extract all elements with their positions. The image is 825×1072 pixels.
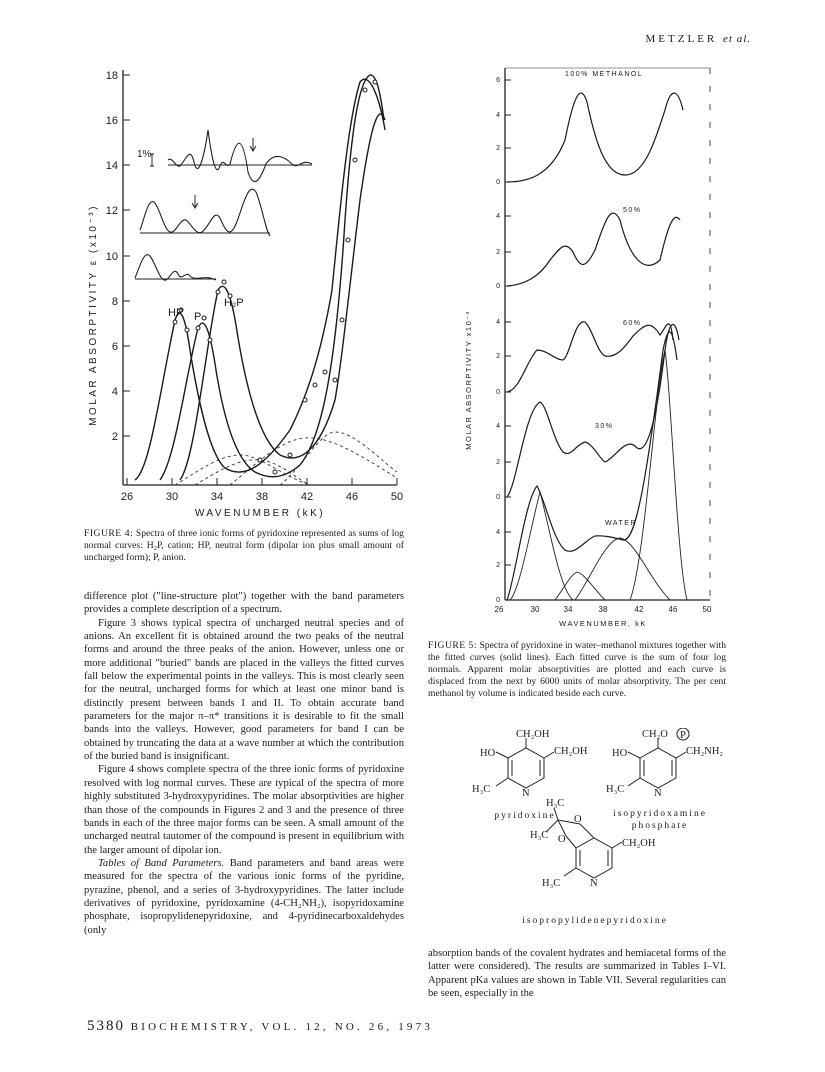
label-isopropylidenepyridoxine: isopropylidenepyridoxine [522,916,668,926]
f4-label-hp: HP [168,307,184,319]
f4-xtick: 30 [165,491,179,503]
body-right-column [428,947,726,1000]
atom-label: CH₂OH [516,729,550,740]
atom-label: N [522,788,530,799]
f4-ylabel: MOLAR ABSORPTIVITY ε (x10⁻³) [88,204,99,426]
f5-xtick: 30 [530,605,540,614]
paragraph: Tables of Band Parameters. Band parameters and band areas were measured for the spectra of the various ionic forms of the pyridine, pyrazine, phenol, and a series of 3-hydroxypyridines. The latter include derivatives of pyridoxine, pyridoxamine (4-CH₂NH₂), isopyridoxamine phosphate, isopropylidenepyridoxine, and 4-pyridinecarboxaldehydes (only [84,857,404,936]
f5-ytick: 2 [496,562,500,569]
f5-label-30: 30% [595,423,614,430]
atom-label: CH₂NH₂ [686,746,724,757]
body-left-column [84,590,404,937]
atom-label: HO [612,748,628,759]
f4-caption-text: Spectra of three ionic forms of pyridoxine represented as sums of log normal curves: H₂P, cation; HP, neutral form (dipolar ion plus small amount of uncharged form); P, anion. [84,528,404,563]
header-etal: et al. [723,33,751,45]
f5-ytick: 4 [496,112,500,119]
f5-ytick: 4 [496,529,500,536]
f5-ylabel: MOLAR ABSORPTIVITY x10⁻³ [464,310,473,450]
running-header [646,33,751,45]
f5-xtick: 38 [598,605,608,614]
f4-spectra [135,75,385,480]
f5-ytick: 2 [496,249,500,256]
f4-xlabel: WAVENUMBER (kK) [194,508,326,519]
f5-ytick: 0 [496,179,500,186]
f5-ytick: 2 [496,353,500,360]
atom-label: N [654,788,662,799]
f4-xtick: 26 [120,491,134,503]
atom-label: H₃C [530,830,549,841]
f5-label-water: WATER [605,520,637,527]
f4-xtick: 34 [210,491,224,503]
f5-ytick: 4 [496,213,500,220]
f4-xtick: 50 [390,491,404,503]
f4-label-p: P [194,311,202,323]
atom-label: H₃C [546,798,565,809]
figure-5-chart [455,60,725,650]
f5-label-100-methanol: 100% METHANOL [565,71,644,78]
paragraph: absorption bands of the covalent hydrates and hemiacetal forms of the latter were considered). The results are summarized in Tables I–VI. Apparent pKa values are shown in Table VII. Several regularities can be seen, especially in the [428,948,726,1000]
f5-ytick: 4 [496,319,500,326]
f5-caption-label: FIGURE 5: [428,640,478,651]
f5-xtick: 46 [668,605,678,614]
f4-ytick: 10 [105,251,118,263]
atom-label: O [558,834,566,845]
f4-data-points [173,80,377,474]
label-isopyridoxamine: isopyridoxamine [613,809,707,819]
atom-label: H₃C [472,784,491,795]
f4-ytick: 8 [111,296,118,308]
label-pyridoxine: pyridoxine [494,811,556,821]
f5-caption-text: Spectra of pyridoxine in water–methanol mixtures together with the fitted curves (solid lines). Each fitted curve is the sum of four log normals. Apparent molar absorptivities are plotted and each curve is displaced from the next by 6000 units of molar absorptivity. The per cent methanol by volume is indicated beside each curve. [428,640,726,699]
section-heading: Tables of Band Parameters. [98,857,225,869]
paragraph: Figure 4 shows complete spectra of the three ionic forms of pyridoxine resolved with log normal curves. These are typical of the spectra of more highly substituted 3-hydroxypyridines. The molar absorptivities are higher than those of the compounds in Figures 2 and 3 and the presence of three bands in each of the three major forms can be seen. A small amount of the uncharged neutral tautomer of the compound is present in equilibrium with the larger amount of dipolar ion. [84,764,404,856]
f5-ytick: 0 [496,494,500,501]
f5-xtick: 34 [563,605,573,614]
header-authors: METZLER [645,33,718,45]
f4-ytick: 18 [105,70,118,82]
f5-xtick: 26 [494,605,504,614]
f4-xtick: 38 [255,491,269,503]
f5-ytick: 0 [496,597,500,604]
f5-spectra [507,93,683,600]
atom-label: HO [480,748,496,759]
f4-label-h2p: H₂P [224,297,244,309]
atom-label: P [680,730,686,741]
f5-ytick: 4 [496,423,500,430]
page-number: 5380 [87,1018,125,1034]
f4-scale-label: 1% [137,149,152,160]
f4-ytick: 14 [105,160,118,172]
figure-4-caption [84,528,404,564]
f5-xtick: 50 [702,605,712,614]
f4-ytick: 16 [105,115,118,127]
atom-label: CH₂OH [554,746,588,757]
f5-label-60: 60% [623,320,642,327]
f5-ytick: 0 [496,283,500,290]
f4-caption-label: FIGURE 4: [84,528,134,539]
page-footer [87,1018,433,1035]
f4-difference-plots [135,130,312,280]
atom-label: CH₂OH [622,838,656,849]
atom-label: H₃C [542,878,561,889]
paragraph: difference plot ("line-structure plot") together with the band parameters provides a complete description of a spectrum. [84,591,404,616]
f5-ytick: 6 [496,77,500,84]
f4-xtick: 46 [345,491,359,503]
atom-label: N [590,878,598,889]
journal-citation: BIOCHEMISTRY, VOL. 12, NO. 26, 1973 [130,1021,434,1033]
f5-ytick: 2 [496,145,500,152]
f5-ytick: 2 [496,459,500,466]
atom-label: H₃C [606,784,625,795]
f5-fitted-components [510,350,687,600]
paragraph: Figure 3 shows typical spectra of uncharged neutral species and of anions. An excellent fit is obtained around the two peaks of the neutral forms and around the three peaks of the anion. However, unless one or more additional "buried" bands are placed in the valleys the fitted curves fall below the experimental points in the valleys. This is most clearly seen for the neutral, uncharged forms for which at least one minor band is distinctly present between bands I and II. To obtain accurate band parameters for the major π–π* transitions it is desirable to fit the small bands into the valleys. However, good parameters for band I can be obtained by truncating the data at a wave number at which the contribution of the buried band is insignificant. [84,617,404,763]
f5-xtick: 42 [634,605,644,614]
atom-label: O [574,814,582,825]
f4-ytick: 6 [111,341,118,353]
figure-4-chart [80,60,410,520]
f4-component-curves [175,432,397,485]
f5-xlabel: WAVENUMBER, kK [559,619,647,628]
atom-label: CH₂O [642,729,668,740]
f4-ytick: 2 [111,431,118,443]
f4-xtick: 42 [300,491,314,503]
label-phosphate: phosphate [631,821,689,831]
f5-ytick: 0 [496,389,500,396]
f4-ytick: 12 [105,205,118,217]
figure-5-caption [428,640,726,700]
f4-ytick: 4 [111,386,118,398]
f5-label-50: 50% [623,207,642,214]
